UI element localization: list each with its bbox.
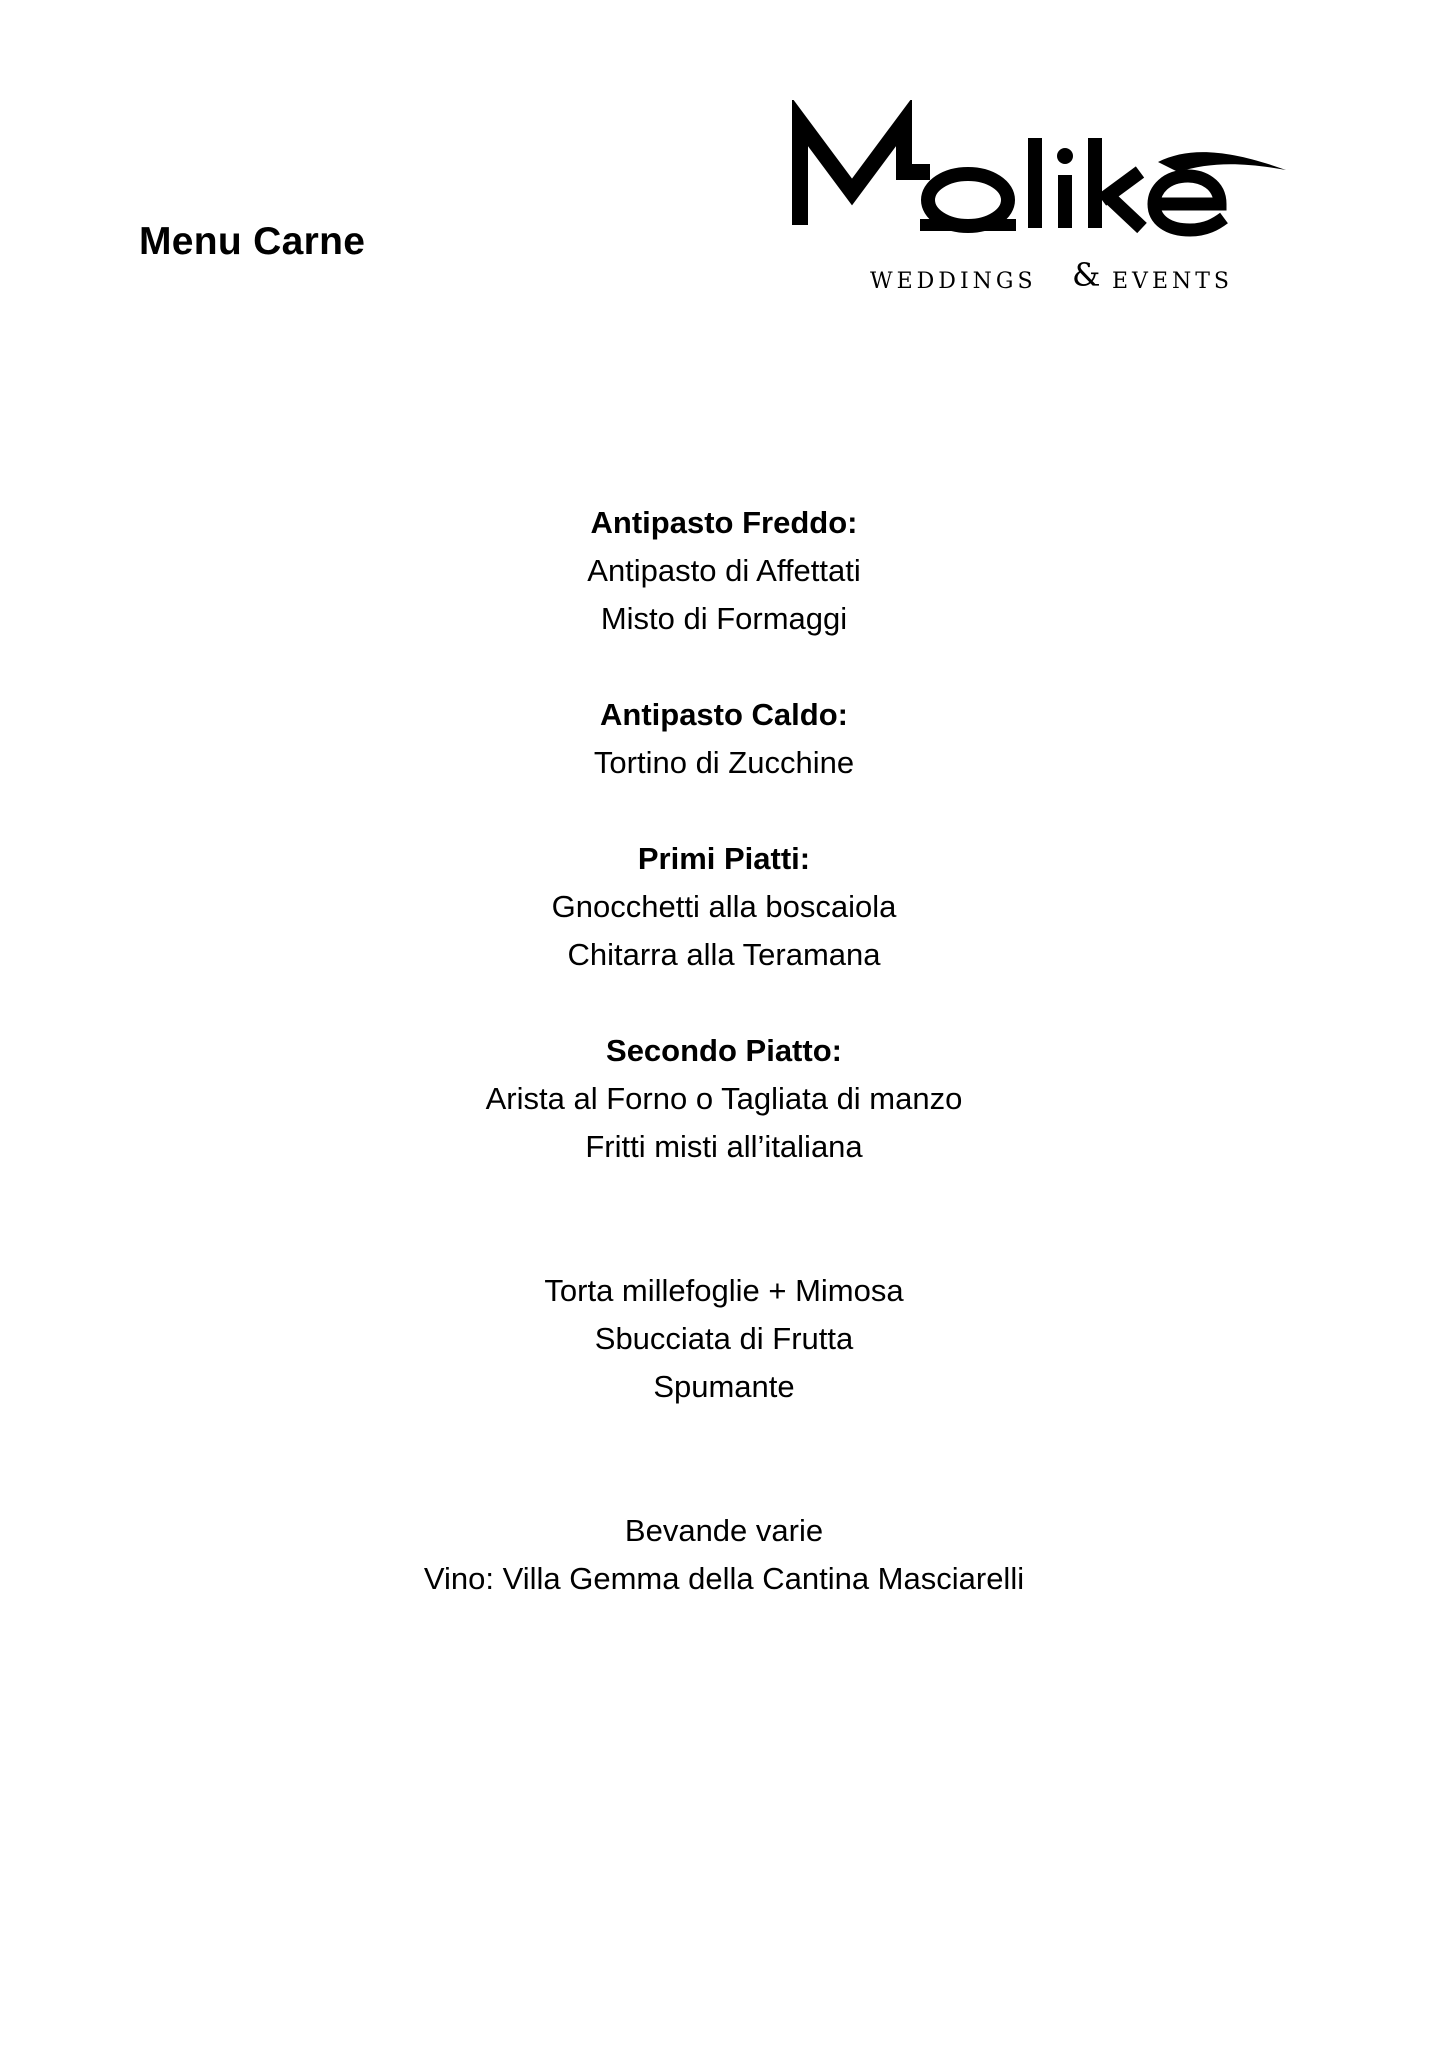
spacer	[0, 1411, 1448, 1507]
menu-section-drinks	[0, 1507, 1448, 1603]
menu-item: Tortino di Zucchine	[593, 745, 855, 780]
menu-item: Misto di Formaggi	[600, 601, 848, 636]
spacer	[0, 787, 1448, 835]
svg-text:&: &	[1072, 256, 1101, 294]
menu-item: Antipasto di Affettati	[587, 553, 861, 588]
menu-body	[0, 499, 1448, 1603]
menu-item: Torta millefoglie + Mimosa	[544, 1273, 904, 1308]
menu-item: Vino: Villa Gemma della Cantina Masciarelli	[423, 1561, 1025, 1596]
spacer	[0, 979, 1448, 1027]
menu-item: Bevande varie	[624, 1513, 824, 1548]
menu-item: Sbucciata di Frutta	[594, 1321, 854, 1356]
menu-item: Gnocchetti alla boscaiola	[551, 889, 897, 924]
menu-section-antipasto-freddo	[0, 499, 1448, 643]
svg-text:WEDDINGS: WEDDINGS	[870, 269, 1037, 294]
page-title: Menu Carne	[139, 220, 366, 263]
brand-logo	[790, 100, 1350, 300]
spacer	[0, 643, 1448, 691]
menu-section-primi-piatti	[0, 835, 1448, 979]
menu-section-secondo-piatto	[0, 1027, 1448, 1171]
menu-item: Spumante	[653, 1369, 795, 1404]
section-heading: Antipasto Caldo:	[600, 697, 848, 732]
menu-item: Arista al Forno o Tagliata di manzo	[485, 1081, 963, 1116]
menu-item: Fritti misti all’italiana	[585, 1129, 863, 1164]
svg-text:EVENTS: EVENTS	[1112, 269, 1234, 294]
section-heading: Secondo Piatto:	[606, 1033, 842, 1068]
spacer	[0, 1171, 1448, 1267]
menu-section-dessert	[0, 1267, 1448, 1411]
section-heading: Antipasto Freddo:	[590, 505, 858, 540]
menu-section-antipasto-caldo	[0, 691, 1448, 787]
section-heading: Primi Piatti:	[637, 841, 811, 876]
menu-item: Chitarra alla Teramana	[567, 937, 881, 972]
